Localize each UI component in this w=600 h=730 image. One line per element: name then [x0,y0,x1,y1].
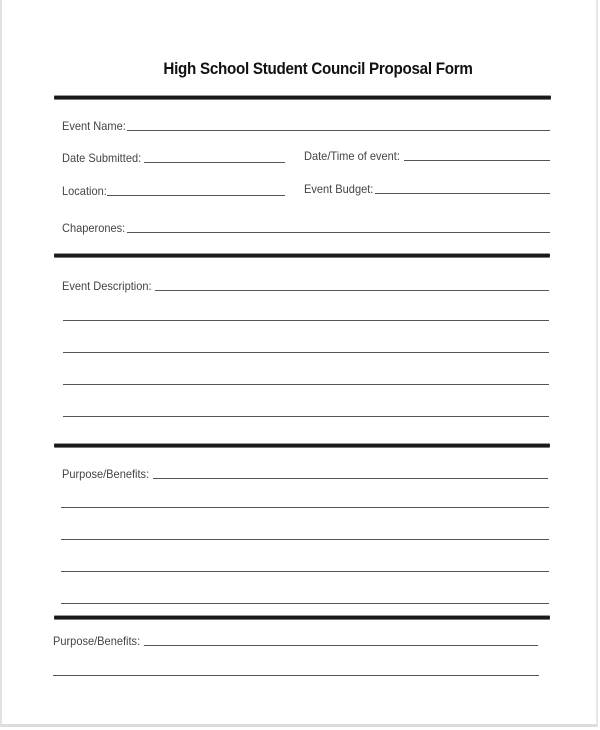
location-label: Location: [62,184,107,198]
date-submitted-label: Date Submitted: [62,151,142,165]
event-budget-label: Event Budget: [304,182,374,196]
purpose-benefits-line-3[interactable] [61,539,549,540]
event-description-input-line[interactable] [155,290,549,291]
form-title: High School Student Council Proposal Form [163,60,473,78]
event-description-line-5[interactable] [63,416,549,417]
section-divider [54,444,550,447]
purpose-benefits-2-line-2[interactable] [53,675,539,676]
event-description-line-2[interactable] [63,320,549,321]
purpose-benefits-input-line[interactable] [153,478,548,479]
purpose-benefits-line-4[interactable] [61,571,549,572]
purpose-benefits-label: Purpose/Benefits: [62,467,150,481]
event-description-line-4[interactable] [63,384,549,385]
event-name-label: Event Name: [62,119,126,133]
event-description-line-3[interactable] [63,352,549,353]
date-submitted-input-line[interactable] [144,162,285,163]
event-name-input-line[interactable] [127,130,550,131]
purpose-benefits-line-2[interactable] [61,507,549,508]
chaperones-input-line[interactable] [127,232,550,233]
date-time-of-event-field[interactable] [304,147,550,163]
chaperones-label: Chaperones: [62,221,126,235]
purpose-benefits-label-2: Purpose/Benefits: [53,634,141,648]
event-name-field[interactable] [62,117,550,133]
section-divider [54,616,550,619]
event-description-field[interactable] [62,277,549,293]
purpose-benefits-line-5[interactable] [61,603,549,604]
location-field[interactable] [62,182,285,198]
event-description-label: Event Description: [62,279,152,293]
purpose-benefits-input-line-2[interactable] [144,645,538,646]
section-divider [54,96,551,99]
date-submitted-field[interactable] [62,149,285,165]
event-budget-field[interactable] [304,180,550,196]
event-budget-input-line[interactable] [375,193,550,194]
section-divider [54,254,550,257]
location-input-line[interactable] [107,195,285,196]
purpose-benefits-field[interactable] [62,465,548,481]
date-time-of-event-input-line[interactable] [404,160,550,161]
chaperones-field[interactable] [62,219,550,235]
date-time-of-event-label: Date/Time of event: [304,149,400,163]
purpose-benefits-field-2[interactable] [53,632,538,648]
